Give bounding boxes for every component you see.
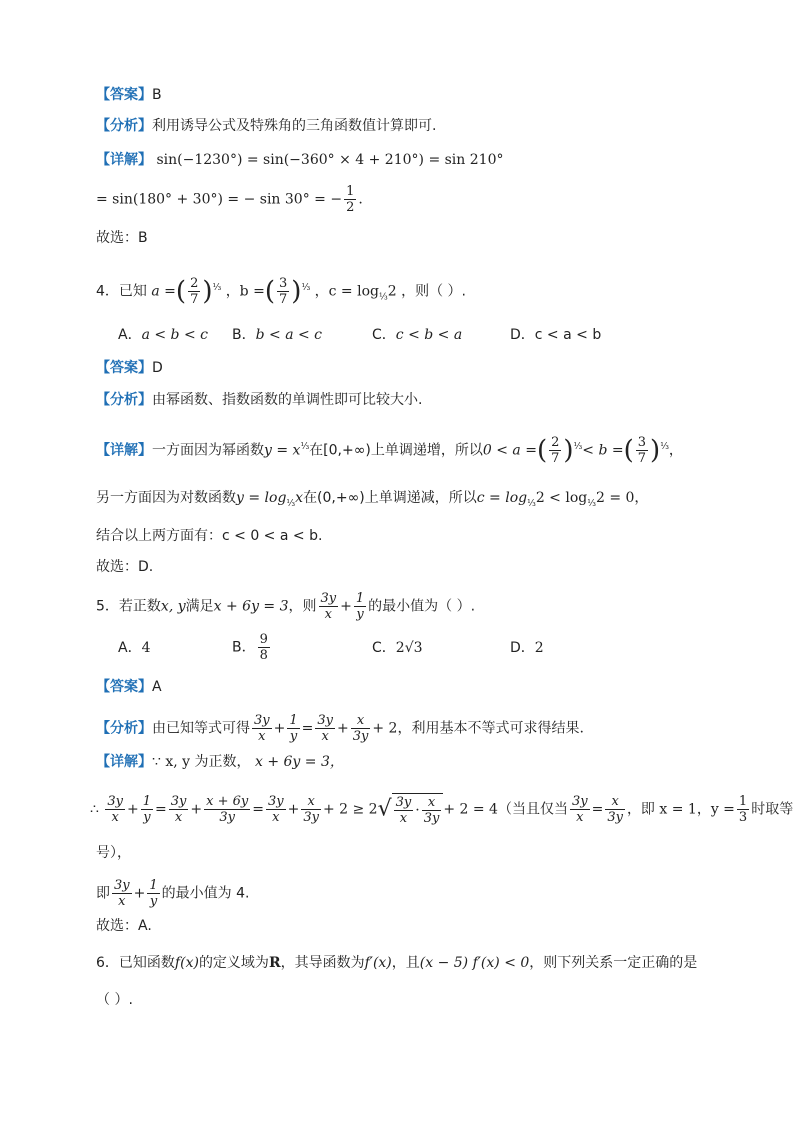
- fraction: [315, 713, 335, 744]
- fraction-b: [277, 276, 289, 307]
- fraction-denominator: y: [289, 729, 298, 744]
- fraction-numerator: x: [301, 794, 321, 810]
- fraction: [636, 435, 648, 466]
- detail-formula: sin(−1230°) = sin(−360° × 4 + 210°) = sin 210°: [156, 152, 504, 168]
- fraction: [204, 794, 250, 825]
- detail-text: 的最小值为 4.: [161, 885, 250, 902]
- q5-analysis: 【分析】由已知等式可得 $\frac{3y}{x}$ + $\frac{1}{y}$ = $\frac{3y}{x}$ + $\frac{x}{3y}$ + 2，利用基本不等式可求得结果.: [96, 713, 584, 744]
- analysis-tag: 【分析】: [96, 118, 152, 134]
- q3-detail-line1: [96, 150, 503, 170]
- detail-tag: 【详解】: [96, 754, 152, 770]
- answer-tag: 【答案】: [96, 360, 152, 376]
- fraction-denominator: x: [258, 729, 266, 744]
- log-function: y = log: [236, 490, 287, 506]
- fraction: [570, 794, 590, 825]
- comma: ，: [634, 490, 649, 506]
- fraction: [252, 713, 272, 744]
- q5-option-d: [510, 638, 544, 658]
- exponent: ⅓: [573, 441, 583, 452]
- fraction-numerator: x: [422, 795, 442, 811]
- inequality: 0 < a =: [482, 442, 537, 459]
- analysis-text: 由幂函数、指数函数的单调性即可比较大小.: [152, 392, 423, 408]
- fraction-denominator: x: [272, 810, 280, 825]
- q5-option-b: [232, 632, 272, 663]
- log-expr: c = log: [476, 490, 528, 506]
- fraction-numerator: 1: [346, 184, 355, 199]
- q5-detail-l3: [96, 843, 131, 863]
- q3-detail-line2: [96, 184, 363, 215]
- function: f(x): [174, 955, 199, 971]
- stem-text: ，则下列关系一定正确的是: [529, 955, 698, 971]
- answer-value: B: [152, 87, 162, 103]
- detail-text: 结合以上两方面有：c < 0 < a < b.: [96, 528, 323, 544]
- exponent: ⅓: [660, 441, 669, 452]
- q5-option-a: [118, 638, 151, 658]
- option-text: b < a < c: [255, 327, 323, 343]
- fraction-denominator: y: [356, 607, 364, 622]
- q3-choose: [96, 228, 148, 248]
- fraction-numerator: 3: [637, 435, 647, 450]
- option-text: a < b < c: [141, 327, 208, 343]
- q4-stem: [96, 276, 466, 307]
- q5-choose: [96, 916, 152, 936]
- fraction-numerator: 2: [190, 276, 199, 291]
- paren-right: ): [563, 435, 574, 466]
- fraction-denominator: 3y: [607, 810, 623, 825]
- option-label: C．: [372, 327, 396, 343]
- condition: x + 6y = 3，: [254, 754, 344, 770]
- fraction-denominator: x: [399, 811, 408, 826]
- fraction-numerator: x: [605, 794, 625, 810]
- paren-right: ): [650, 435, 661, 466]
- fraction: [301, 794, 321, 825]
- option-text: c < a < b: [534, 327, 602, 343]
- fraction-denominator: 3y: [423, 811, 440, 826]
- q3-analysis: [96, 116, 436, 136]
- vars: x, y: [160, 598, 186, 615]
- detail-text: ∵ x, y 为正数，: [152, 754, 251, 770]
- exponent: ⅓: [212, 282, 222, 293]
- fraction-numerator: 1: [738, 794, 748, 809]
- fraction-denominator: 3y: [352, 729, 369, 744]
- analysis-text: + 2，利用基本不等式可求得结果.: [372, 720, 584, 737]
- fraction-denominator: 2: [346, 200, 355, 215]
- fraction-numerator: 1: [142, 794, 152, 809]
- q4-option-d: [510, 325, 601, 345]
- stem-prefix: 4．已知: [96, 283, 147, 300]
- var-a: a =: [151, 283, 176, 300]
- q5-answer: [96, 677, 162, 697]
- fraction-numerator: 3y: [317, 713, 333, 728]
- log-base: ⅓: [587, 498, 596, 509]
- fraction-denominator: x: [324, 607, 333, 622]
- option-text: 2√3: [395, 640, 423, 656]
- q4-detail-p1: [96, 435, 683, 466]
- option-label: D．: [510, 327, 535, 343]
- paren-left: (: [623, 435, 634, 466]
- fraction-numerator: 1: [149, 878, 158, 893]
- fraction: [112, 878, 132, 909]
- fraction: [422, 795, 442, 826]
- option-label: A．: [118, 640, 142, 656]
- fraction-numerator: x + 6y: [206, 794, 249, 809]
- log-arg: 2: [387, 283, 397, 300]
- detail-text: 在(0,+∞)上单调递减，所以: [303, 490, 477, 506]
- q5-stem: 5．若正数x, y满足x + 6y = 3，则 $\frac{3y}{x}$ + $\frac{1}{y}$ 的最小值为（ ）.: [96, 591, 476, 622]
- therefore-symbol: ∴: [90, 801, 99, 818]
- analysis-tag: 【分析】: [96, 392, 152, 408]
- q5-detail-l1: [96, 752, 344, 772]
- fraction-numerator: 3y: [114, 878, 130, 893]
- fraction: [394, 795, 414, 826]
- fraction: [266, 794, 286, 825]
- fraction-denominator: x: [111, 810, 119, 825]
- analysis-text: 由已知等式可得: [152, 720, 250, 737]
- option-label: B．: [232, 327, 256, 343]
- q4-option-b: [232, 325, 322, 345]
- q5-detail-l4: 即 $\frac{3y}{x}$ + $\frac{1}{y}$ 的最小值为 4.: [96, 878, 250, 909]
- log-expr: 2 < log: [535, 490, 588, 506]
- paren-left: (: [175, 276, 187, 307]
- fraction: [737, 794, 749, 825]
- inequality: < b =: [582, 442, 624, 459]
- detail-text: （当且仅当: [497, 801, 568, 818]
- q5-detail-l2: ∴ $\frac{3y}{x}$ + $\frac{1}{y}$ = $\frac{3y}{x}$ + $\frac{x + 6y}{3y}$ = $\frac{3y}{x}$ + $\frac{x}{3y}$ + 2 ≥ 2√ $\frac{3y}{x}$ · $\frac{x}{3y}$ + 2 = 4（当且仅当 $\frac{3y}{x}$ = $\frac{x}{3y}$ ，即 x = 1，y = $\frac{1}{3}$ 时取等: [90, 794, 794, 826]
- paren-right: ): [202, 276, 213, 307]
- fraction: [287, 713, 299, 744]
- fraction-numerator: 2: [551, 435, 560, 450]
- q6-stem: [96, 953, 697, 973]
- log-base: ⅓: [286, 498, 296, 509]
- choose-text: 故选：A.: [96, 918, 152, 934]
- fraction: [105, 794, 125, 825]
- detail-formula-2: = sin(180° + 30°) = − sin 30° = −: [96, 191, 343, 208]
- fraction-numerator: 9: [259, 632, 268, 647]
- stem-end: （ ）.: [96, 992, 133, 1008]
- option-label: B．: [232, 639, 256, 656]
- var-x: x: [295, 490, 304, 506]
- fraction-numerator: 3y: [320, 591, 337, 606]
- option-text: 2: [534, 640, 544, 656]
- power-function: y = x: [264, 442, 301, 459]
- fraction-denominator: 8: [259, 648, 268, 663]
- detail-text: 时取等: [751, 801, 794, 818]
- fraction: [169, 794, 189, 825]
- fraction-denominator: y: [143, 810, 151, 825]
- stem-prefix: 6．已知函数: [96, 955, 175, 971]
- answer-value: A: [152, 679, 162, 695]
- var-b: ，b =: [225, 283, 265, 300]
- fraction: [605, 794, 625, 825]
- q4-option-a: [118, 325, 208, 345]
- detail-tag: 【详解】: [96, 442, 152, 459]
- sqrt-body: $\frac{3y}{x}$ · $\frac{x}{3y}$: [392, 793, 444, 826]
- option-label: A．: [118, 327, 142, 343]
- fraction-numerator: 1: [289, 713, 298, 728]
- answer-value: D: [152, 360, 163, 376]
- fraction-numerator: 3y: [107, 794, 123, 809]
- fraction-numerator: x: [351, 713, 371, 729]
- detail-text: ，即 x = 1，y =: [626, 801, 735, 818]
- fraction-numerator: 3y: [395, 795, 412, 810]
- detail-text: 号），: [96, 845, 131, 861]
- q3-answer: [96, 85, 162, 105]
- log-expr: 2 = 0: [595, 490, 635, 506]
- fraction-numerator: 1: [355, 591, 365, 606]
- stem-text: 满足: [185, 598, 214, 615]
- detail-tag: 【详解】: [96, 152, 152, 168]
- fraction-denominator: y: [149, 894, 158, 909]
- detail-text: 在[0,+∞)上单调递增，所以: [309, 442, 483, 459]
- analysis-text: 利用诱导公式及特殊角的三角函数值计算即可.: [152, 118, 437, 134]
- choose-text: 故选：B: [96, 230, 148, 246]
- log-base: ⅓: [378, 292, 388, 303]
- paren-left: (: [264, 276, 275, 307]
- stem-text: ，其导函数为: [280, 955, 365, 971]
- q4-choose: [96, 557, 153, 577]
- fraction-numerator: 3y: [170, 794, 187, 809]
- answer-tag: 【答案】: [96, 679, 152, 695]
- stem-text: 的定义域为: [198, 955, 269, 971]
- fraction: [258, 632, 270, 663]
- fraction-a: [188, 276, 200, 307]
- sqrt-sign: √: [377, 796, 392, 822]
- fraction-denominator: 7: [551, 451, 560, 466]
- q4-detail-p3: [96, 526, 322, 546]
- fraction-denominator: x: [576, 810, 584, 825]
- option-text: 4: [141, 640, 151, 656]
- answer-tag: 【答案】: [96, 87, 152, 103]
- fraction-numerator: 3y: [267, 794, 284, 809]
- fraction: [351, 713, 371, 744]
- option-label: D．: [510, 640, 535, 656]
- fraction-denominator: x: [321, 729, 329, 744]
- fraction-numerator: 3y: [254, 713, 270, 728]
- option-label: C．: [372, 640, 396, 656]
- fraction: [344, 184, 356, 215]
- choose-text: 故选：D.: [96, 559, 154, 575]
- q4-option-c: [372, 325, 462, 345]
- var-c: ，c = log: [314, 283, 379, 300]
- derivative: f′(x): [364, 955, 392, 971]
- fraction: [141, 794, 153, 825]
- fraction-denominator: 3y: [219, 810, 235, 825]
- stem-end: ，则（ ）.: [401, 283, 466, 300]
- q4-analysis: [96, 390, 422, 410]
- fraction: [147, 878, 159, 909]
- exponent: ⅓: [300, 441, 310, 452]
- fraction-numerator: 3: [279, 276, 288, 291]
- detail-text: 一方面因为幂函数: [152, 442, 264, 459]
- comma: ，: [668, 442, 683, 459]
- exponent: ⅓: [301, 282, 311, 293]
- detail-text: 另一方面因为对数函数: [96, 490, 236, 506]
- fraction-denominator: x: [174, 810, 183, 825]
- q5-option-c: [372, 638, 423, 658]
- q4-answer: [96, 358, 163, 378]
- fraction: [354, 591, 366, 622]
- fraction-denominator: 7: [279, 292, 288, 307]
- option-text: c < b < a: [395, 327, 463, 343]
- analysis-tag: 【分析】: [96, 720, 152, 737]
- period: .: [358, 191, 363, 208]
- fraction-denominator: 3: [738, 810, 748, 825]
- fraction-denominator: x: [118, 894, 126, 909]
- stem-text: 的最小值为（ ）.: [368, 598, 476, 615]
- q6-stem-end: [96, 990, 133, 1010]
- paren-right: ): [291, 276, 302, 307]
- stem-text: ，且: [391, 955, 420, 971]
- condition: (x − 5) f′(x) < 0: [419, 955, 530, 971]
- q4-detail-p2: [96, 488, 648, 514]
- fraction-denominator: 7: [637, 451, 647, 466]
- condition: x + 6y = 3: [213, 598, 289, 615]
- fraction-denominator: 3y: [303, 810, 319, 825]
- fraction: [319, 591, 339, 622]
- paren-left: (: [536, 435, 548, 466]
- fraction-numerator: 3y: [571, 794, 588, 809]
- log-base: ⅓: [527, 498, 536, 509]
- fraction: [549, 435, 561, 466]
- stem-text: ，则: [288, 598, 317, 615]
- fraction-denominator: 7: [190, 292, 199, 307]
- stem-prefix: 5．若正数: [96, 598, 161, 615]
- real-set: R: [268, 955, 281, 971]
- detail-text: 即: [96, 885, 110, 902]
